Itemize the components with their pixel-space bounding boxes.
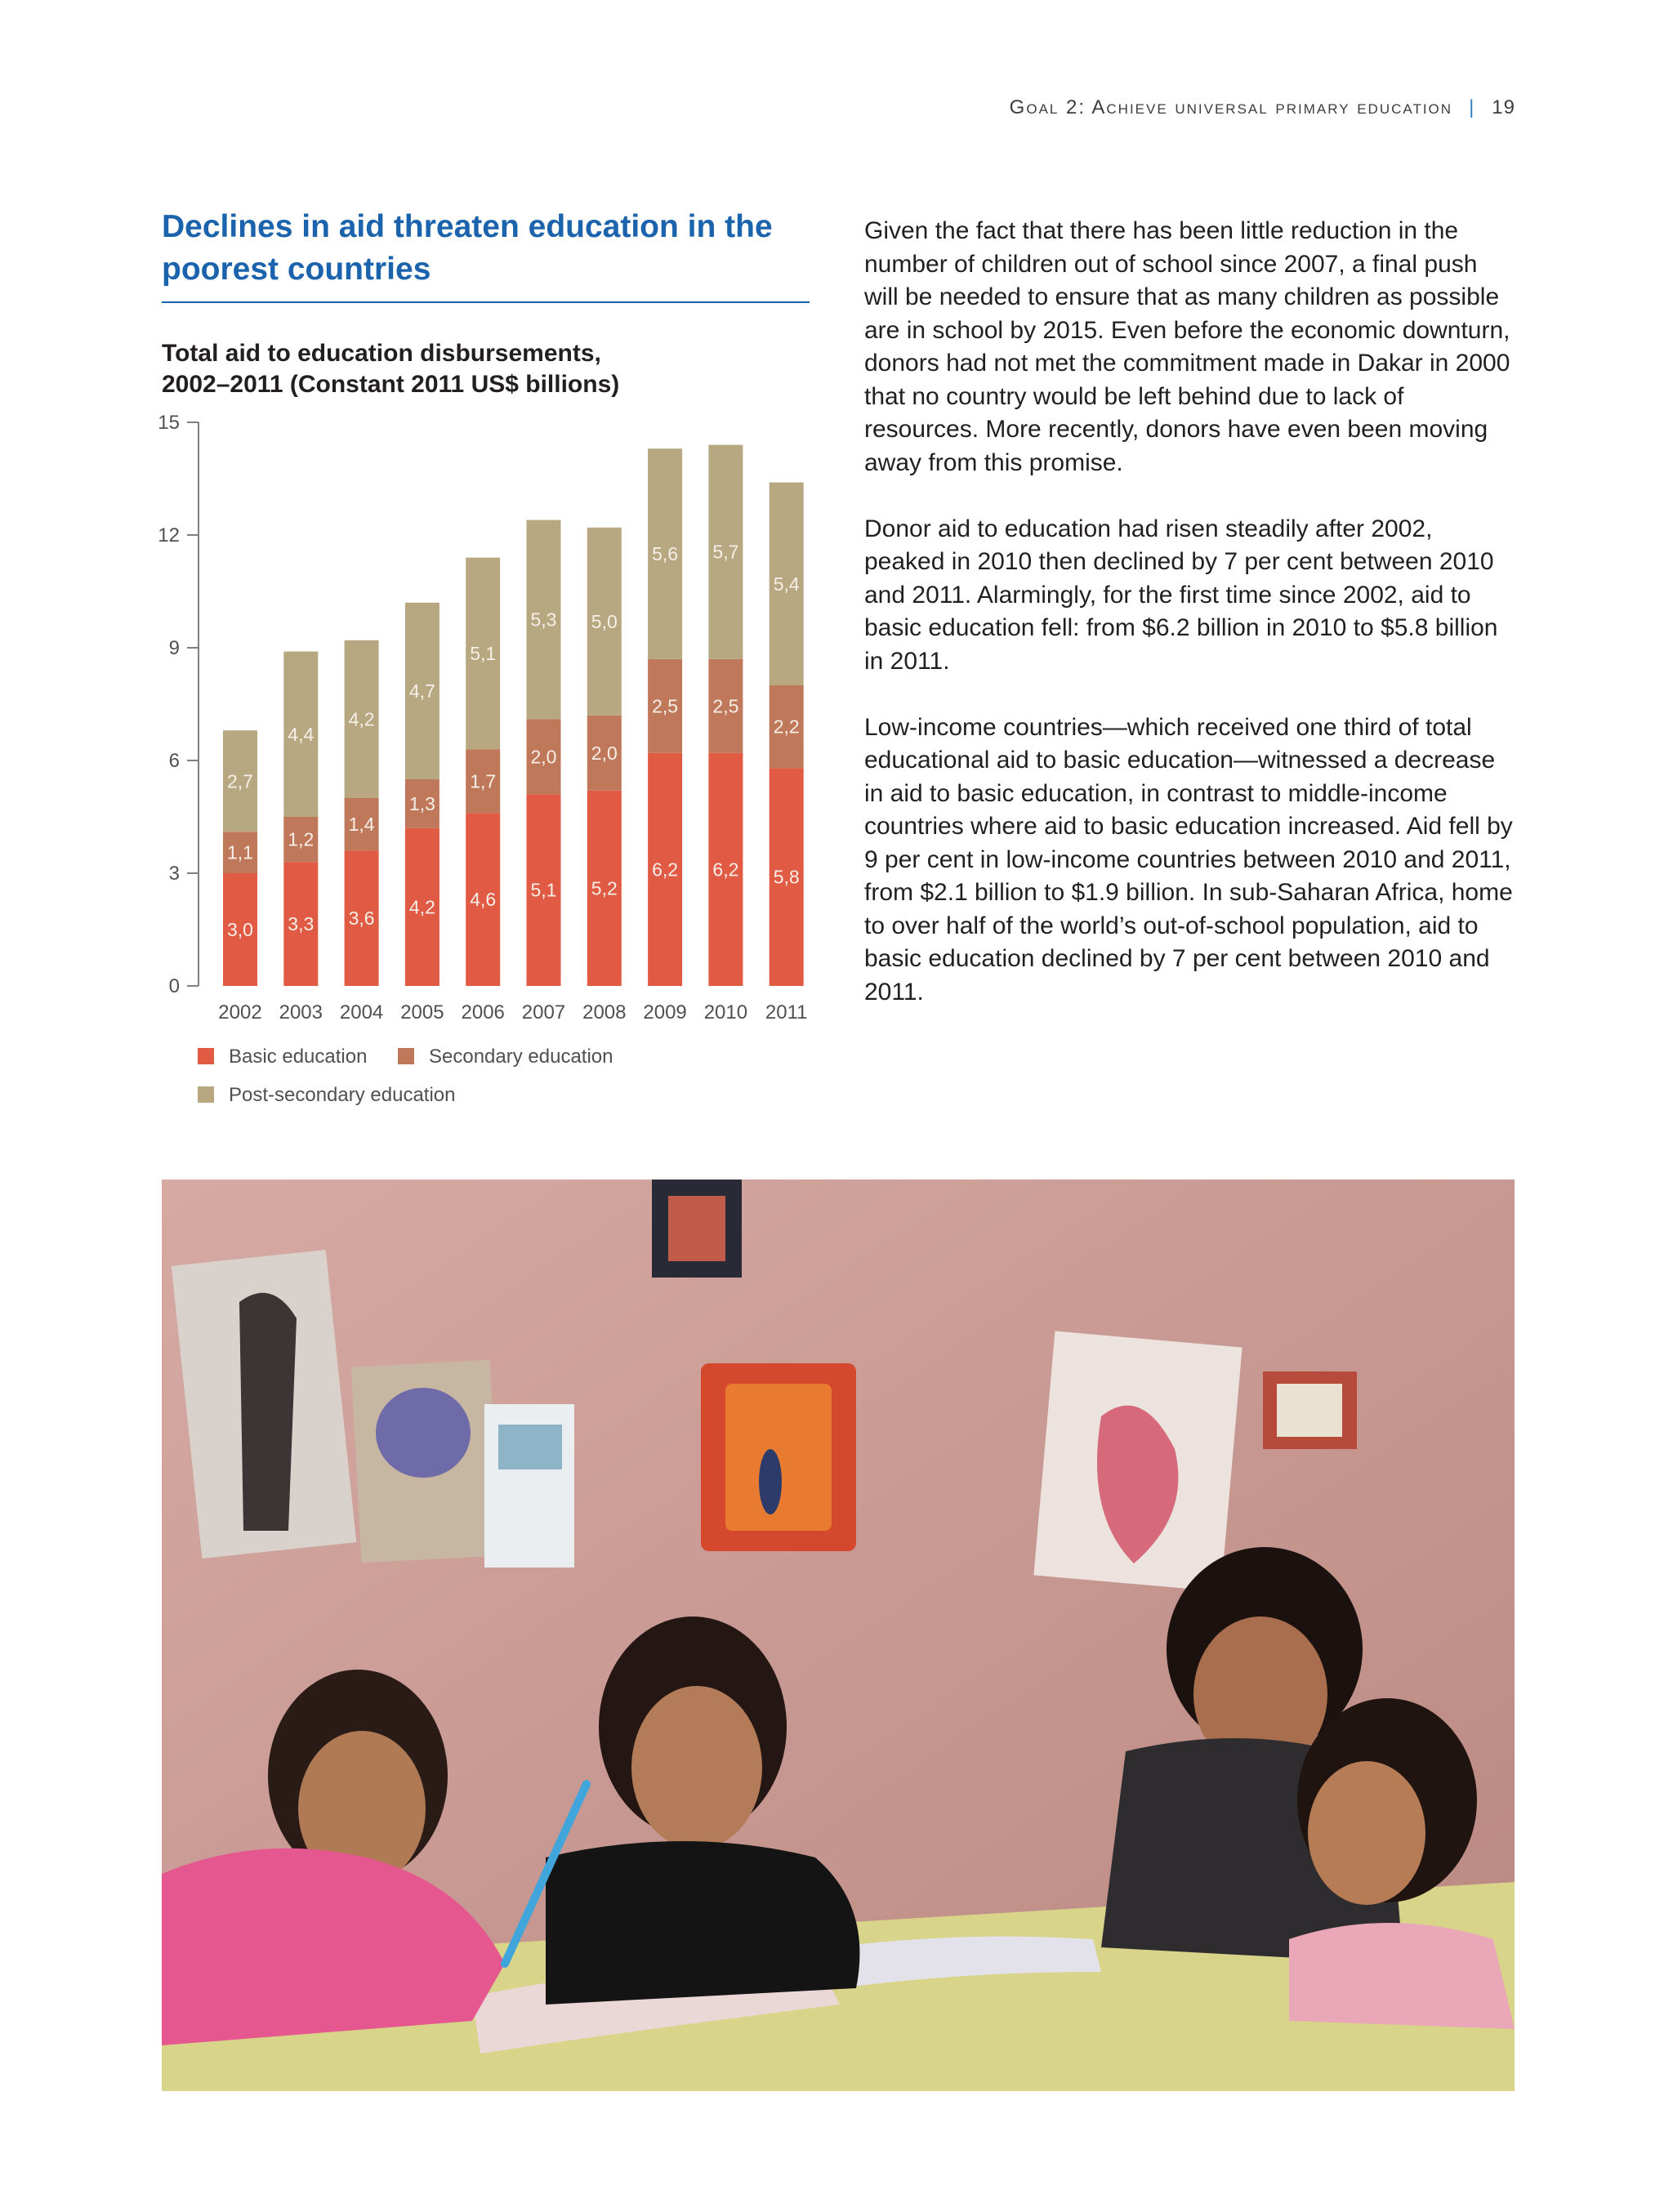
legend-label-secondary: Secondary education bbox=[429, 1046, 613, 1068]
data-label-basic-2009: 6,2 bbox=[652, 858, 679, 881]
data-label-secondary-2011: 2,2 bbox=[773, 716, 800, 738]
data-label-secondary-2010: 2,5 bbox=[712, 695, 739, 717]
stacked-bar-chart bbox=[151, 408, 821, 1029]
x-tick-label-2004: 2004 bbox=[339, 1001, 384, 1023]
x-tick-label-2002: 2002 bbox=[218, 1001, 262, 1023]
classroom-photo-illustration bbox=[162, 1180, 1515, 2091]
legend-swatch-basic bbox=[198, 1048, 214, 1064]
data-label-secondary-2007: 2,0 bbox=[530, 746, 557, 768]
legend-item-basic bbox=[198, 1046, 367, 1068]
page-number: 19 bbox=[1492, 96, 1515, 118]
body-text bbox=[864, 215, 1518, 1042]
y-tick-label-5: 15 bbox=[158, 412, 180, 434]
body-paragraph-3: Low-income countries—which received one third of total educational aid to basic education—witnessed a decrease in aid to basic education, in contrast to middle-income countries where aid to basic education increased. Aid fell by 9 per cent in low-income countries between 2010 and 2011, from $2.1 billion to $1.9 billion. In sub-Saharan Africa, home to over half of the world’s out-of-school population, aid to basic education declined by 7 per cent between 2010 and 2011. bbox=[864, 713, 1513, 1006]
y-tick-label-4: 12 bbox=[158, 524, 180, 546]
legend-item-secondary bbox=[398, 1046, 613, 1068]
data-label-post-secondary-2002: 2,7 bbox=[227, 770, 253, 792]
x-tick-label-2008: 2008 bbox=[582, 1001, 627, 1023]
data-label-basic-2010: 6,2 bbox=[712, 858, 739, 881]
x-tick-label-2003: 2003 bbox=[279, 1001, 323, 1023]
running-header bbox=[866, 96, 1515, 119]
data-label-post-secondary-2010: 5,7 bbox=[712, 541, 739, 563]
chart-title-line1: Total aid to education disbursements, bbox=[162, 340, 601, 367]
data-label-secondary-2004: 1,4 bbox=[348, 814, 375, 836]
data-label-post-secondary-2009: 5,6 bbox=[652, 543, 679, 564]
y-tick-label-1: 3 bbox=[168, 863, 180, 885]
data-label-secondary-2008: 2,0 bbox=[591, 742, 618, 764]
title-divider bbox=[162, 301, 810, 303]
data-label-secondary-2009: 2,5 bbox=[652, 695, 679, 717]
x-tick-label-2005: 2005 bbox=[400, 1001, 444, 1023]
section-title: Declines in aid threaten education in the poorest countries bbox=[162, 209, 773, 287]
x-tick-label-2006: 2006 bbox=[461, 1001, 505, 1023]
legend-label-post-secondary: Post-secondary education bbox=[229, 1084, 456, 1106]
legend-label-basic: Basic education bbox=[229, 1046, 368, 1068]
data-label-post-secondary-2003: 4,4 bbox=[288, 723, 315, 745]
chart-title-line2: 2002–2011 (Constant 2011 US$ billions) bbox=[162, 371, 620, 398]
classroom-photo bbox=[162, 1180, 1515, 2091]
running-title: Goal 2: Achieve universal primary education bbox=[1009, 96, 1453, 118]
data-label-basic-2005: 4,2 bbox=[408, 896, 435, 918]
data-label-post-secondary-2007: 5,3 bbox=[530, 609, 557, 631]
data-label-basic-2003: 3,3 bbox=[288, 913, 315, 935]
chart-title bbox=[162, 338, 807, 400]
data-label-basic-2004: 3,6 bbox=[348, 908, 375, 930]
data-label-basic-2002: 3,0 bbox=[227, 919, 253, 940]
data-label-post-secondary-2004: 4,2 bbox=[348, 708, 375, 730]
data-label-post-secondary-2008: 5,0 bbox=[591, 610, 618, 632]
data-label-basic-2007: 5,1 bbox=[530, 879, 557, 901]
body-paragraph-1: Given the fact that there has been little reduction in the number of children out of school since 2007, a final push will be needed to ensure that as many children as possible are in school by 2015. Even before the economic downturn, donors had not met the commitment made in Dakar in 2000 that no country would be left behind due to lack of resources. More recently, donors have even been moving away from this promise. bbox=[864, 217, 1510, 476]
data-label-post-secondary-2011: 5,4 bbox=[773, 573, 800, 595]
x-tick-label-2010: 2010 bbox=[703, 1001, 748, 1023]
data-label-secondary-2006: 1,7 bbox=[470, 770, 497, 792]
x-tick-label-2007: 2007 bbox=[521, 1001, 566, 1023]
x-tick-label-2009: 2009 bbox=[643, 1001, 687, 1023]
data-label-secondary-2002: 1,1 bbox=[227, 841, 253, 863]
data-label-basic-2008: 5,2 bbox=[591, 877, 618, 899]
legend-swatch-post-secondary bbox=[198, 1086, 214, 1103]
body-paragraph-2: Donor aid to education had risen steadily after 2002, peaked in 2010 then declined by 7 per cent between 2010 and 2011. Alarmingly, for the first time since 2002, aid to basic education fell: from $6.2 billion in 2010 to $5.8 billion in 2011. bbox=[864, 515, 1498, 675]
data-label-post-secondary-2005: 4,7 bbox=[408, 680, 435, 702]
data-label-basic-2011: 5,8 bbox=[773, 866, 800, 888]
legend-item-post-secondary bbox=[198, 1084, 456, 1107]
data-label-post-secondary-2006: 5,1 bbox=[470, 642, 497, 664]
y-tick-label-3: 9 bbox=[168, 637, 180, 659]
y-tick-label-0: 0 bbox=[168, 975, 180, 997]
x-tick-label-2011: 2011 bbox=[765, 1001, 808, 1023]
legend-swatch-secondary bbox=[398, 1048, 414, 1064]
data-label-secondary-2005: 1,3 bbox=[408, 792, 435, 814]
header-separator: | bbox=[1469, 96, 1476, 118]
data-label-basic-2006: 4,6 bbox=[470, 889, 497, 911]
data-label-secondary-2003: 1,2 bbox=[288, 828, 315, 850]
y-tick-label-2: 6 bbox=[168, 750, 180, 772]
